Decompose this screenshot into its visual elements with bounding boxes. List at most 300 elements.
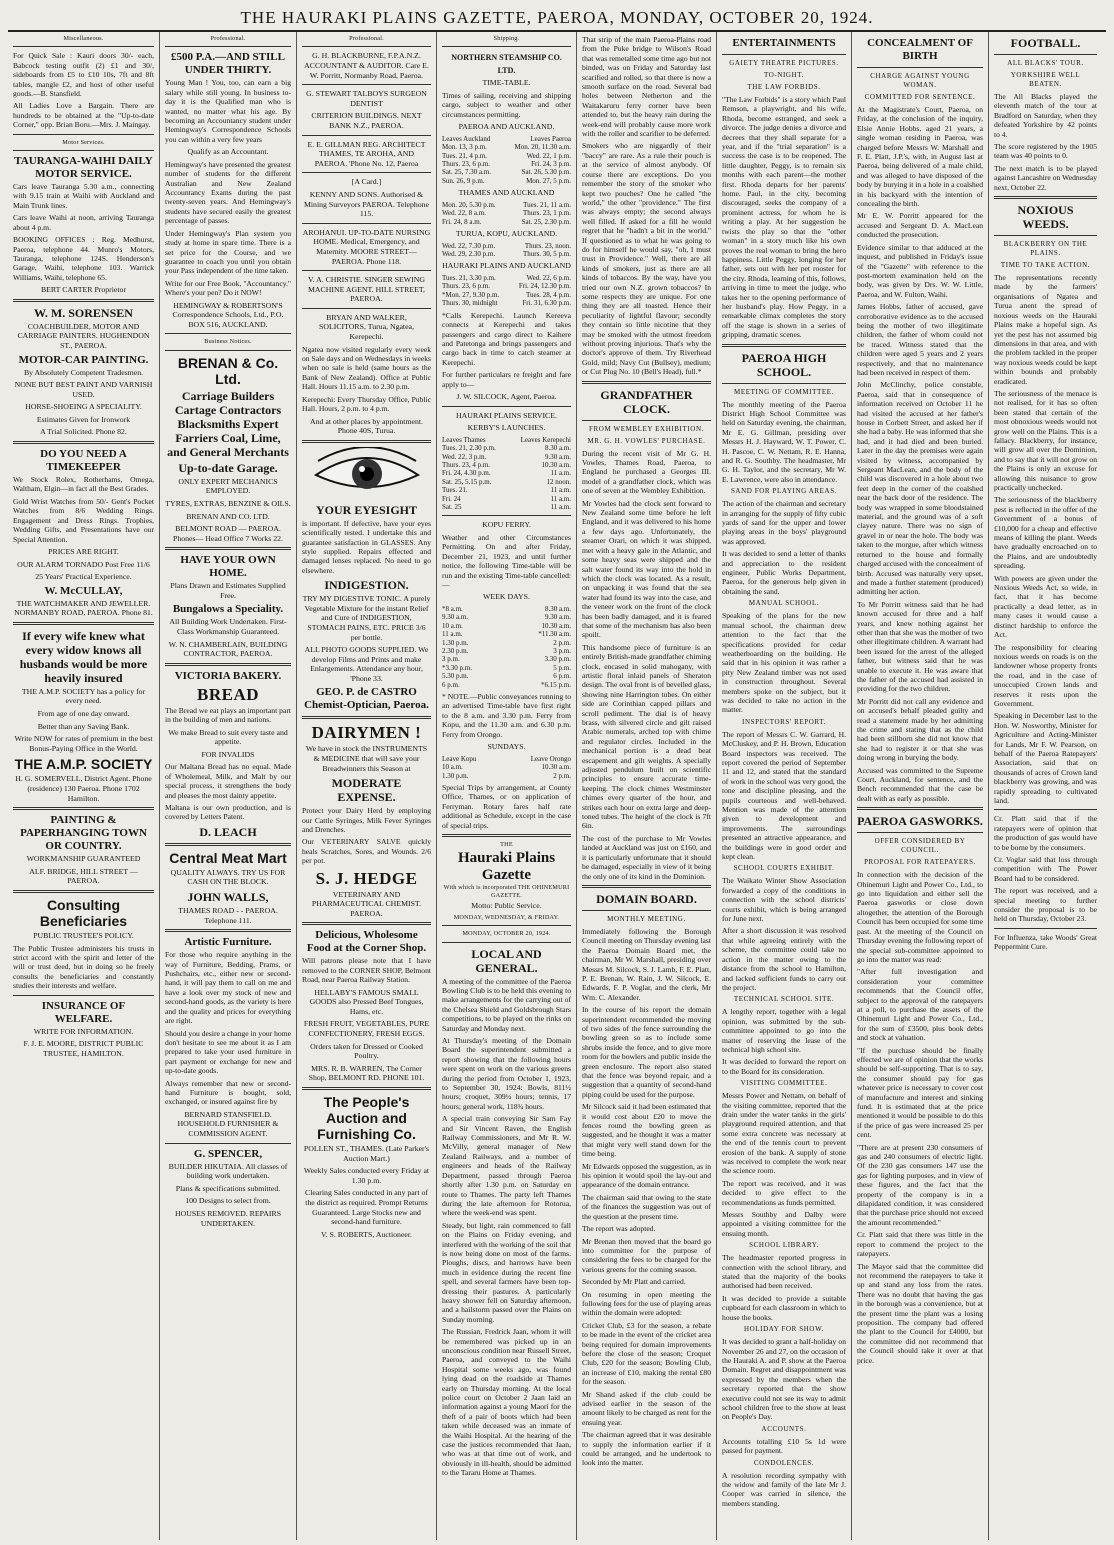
table-cell: 2 p.m. (553, 638, 571, 647)
article-text: The monthly meeting of the Paeroa District High School Committee was held on Saturday evening, the chairman, Mr E. G. Gillman, presiding over Messrs H. J. Hayward, W. T. Power, C. H. Pascoe, C. W. Nettam, R. E. Hanna, and R. G. Southby. The headmaster, Mr G. H. Taylor, and the secretary, Mr W. E. Lawrence, were also in attendance. (722, 399, 846, 484)
table-cell: Thurs. 30, 5 p.m. (522, 250, 571, 259)
article-heading: ENTERTAINMENTS (732, 37, 836, 49)
ad-headline: The People's Auction and Furnishing Co. (317, 1094, 416, 1143)
ad-text: Always remember that new or second-hand Furniture is bought, sold, exchanged, or insured against fire by (165, 1078, 291, 1107)
article-text: The responsibility for clearing noxious weeds on roads is on the landowner whose property fronts the road, and in the case of unoccupied Crown lands and reserves it rests upon the Government. (994, 642, 1097, 708)
table-cell: Fri. 24, 8 a.m. (442, 217, 482, 226)
ad-text: BRYAN AND WALKER, SOLICITORS, Turua, Ngatea, Kerepechi. (319, 312, 414, 342)
table-cell: Sat. 25, 7.30 a.m. (442, 168, 491, 177)
article-text: For further particulars re freight and fare apply to— (442, 370, 571, 389)
subheading: TIME-TABLE. (482, 78, 531, 88)
table-cell: Fri. 24, 3 p.m. (531, 160, 571, 169)
article-text: Mr Silcock said it had been estimated that it would cost about £20 to move the fences round the bowling green as suggested, and he thought it was a matter that might very well stand down for the time being. (582, 1102, 711, 1159)
section-head: Business Notices. (204, 338, 252, 346)
ad-title: £500 P.A.—AND STILL UNDER THIRTY. (171, 51, 285, 77)
ad-name: W. McCULLAY, (44, 584, 123, 597)
article-text: The report was received, and a special meeting to further consider the proposal is to be held on Thursday, October 23. (994, 886, 1097, 924)
article-text: Cricket Club, £3 for the season, a rebate to be made in the event of the cricket area being required for domain improvements before the close of the season; Croquet Club, £20 for the season; Bowling Club, an increase of £10, making the rental £80 for the season. (582, 1320, 711, 1387)
table-row (442, 655, 571, 663)
ad-headline: Central Meat Mart (169, 849, 287, 866)
article-subheading: YORKSHIRE WELL BEATEN. (1010, 71, 1081, 88)
article-text: "If the purchase should be finally effected we are of opinion that the works should be self-supporting. That is to say, the consumer should pay for gas whatever price is necessary to cover cost of manufacture and interest and sinking fund. It is estimated that at the price mentioned it would be possible to do this if the price of gas were increased 25 per cent. (857, 1045, 983, 1140)
ad-text: Hemingway's have presented the greatest number of students for the different Australian and New Zealand Accountancy Exams during the past twenty-seven years. And Hemingway's students have secured easily the greatest percentage of passes. (165, 159, 291, 226)
ad-text: For Influenza, take Woods' Great Peppermint Cure. (994, 932, 1097, 952)
table-cell: Wed. 22, 1 p.m. (526, 151, 571, 160)
ad-text: Cars leave Tauranga 5.30 a.m., connecting with 9.15 train at Waihi with Auckland and Main Trunk lines. (13, 182, 154, 210)
ad-text: ALL PHOTO GOODS SUPPLIED. We develop Films and Prints and make Enlargements. Attendance any hour, 'Phone 33. (304, 645, 429, 683)
table-cell: 2 p.m. (553, 771, 571, 780)
article-text: A resolution recording sympathy with the widow and family of the late Mr J. Cooper was carried in silence, the members standing. (722, 1470, 846, 1508)
table-row (442, 444, 571, 452)
ad-signature: BERT CARTER Proprietor (40, 285, 127, 295)
ad-text: OUR ALARM TORNADO Post Free 11/6 (17, 559, 150, 569)
table-row (442, 453, 571, 461)
subheading: SUNDAYS. (487, 742, 526, 752)
article-text: Accounts totalling £10 5s 1d were passed for payment. (722, 1436, 846, 1456)
ad-headline: YOUR EYESIGHT (315, 502, 418, 517)
table-row (442, 630, 571, 638)
ad-text: HORSE-SHOEING A SPECIALITY. (25, 402, 142, 412)
article-text: Mr Vowles had the clock sent forward to New Zealand some time before he left England, and it was delivered to his home a few days ago. Unfortunately, the steamer Orari, on which it was shipped, met with a heavy gale in the Atlantic, and some heavy seas were shipped and the salt water found its way into the hold in which the clock was located. As a result, on unpacking it was found that the sea water had found its way into the case, and the veneer work on the front of the clock has been badly damaged, and it is feared that some of the mechanism has also been spoilt. (582, 498, 711, 640)
timetable-ferry-sundays (442, 755, 571, 780)
newspaper-flag: Hauraki Plains Gazette (457, 850, 556, 884)
ad-text: The Bread we eat plays an important part in the building of men and nations. (165, 705, 291, 725)
ad-text: Ngatea now visited regularly every week on Sale days and on Wednesdays in weeks when no sale is held (same hours as the Bank of New Zealand). Office at Public Hall. Hours 11.15 a.m. to 2.30 p.m. (302, 344, 431, 392)
article-subheading: OFFER CONSIDERED BY COUNCIL. (874, 837, 966, 855)
article-heading: NORTHERN STEAMSHIP CO. LTD. (451, 53, 562, 76)
table-cell: Sat. 25, 2.30 p.m. (521, 217, 571, 226)
table-cell: *8 a.m. (442, 605, 463, 613)
ad-headline: DAIRYMEN ! (311, 723, 422, 743)
table-cell: Mon. 20, 11.30 a.m. (514, 143, 571, 152)
table-cell: 10.30 a.m. (541, 763, 571, 772)
ad-heading: PAINTING & PAPERHANGING TOWN OR COUNTRY. (20, 814, 147, 853)
ad-name: GEO. P. de CASTRO Chemist-Optician, Paeroa. (304, 686, 429, 712)
table-cell: 5 p.m. (553, 663, 571, 672)
timetable-launches (442, 436, 571, 512)
table-cell: Mon. 27, 5 p.m. (526, 176, 571, 185)
ad-text: FOR INVALIDS (201, 749, 255, 759)
table-row (442, 242, 571, 250)
ad-text: MRS. R. B. WARREN, The Corner Shop, BELMONT RD. PHONE 101. (308, 1063, 425, 1083)
ad-text: Weekly Sales conducted every Friday at 1.30 p.m. (303, 1166, 430, 1185)
table-cell: Fri. 24 (442, 494, 461, 503)
table-cell: Sat. 25, 5.15 p.m. (442, 477, 492, 486)
article-subheading: GAIETY THEATRE PICTURES. (729, 59, 839, 67)
ad-text: PRICES ARE RIGHT. (48, 546, 119, 556)
article-text: "There are at present 230 consumers of gas and 240 consumers of electric light. Of the 230 gas consumers 147 use the gas for lighting purposes, and in view of these figures, and the fact that the property of the company is in a dilapidated condition, it was considered that the purchase price should not exceed the amount recommended." (857, 1142, 983, 1227)
ad-text: THE WATCHMAKER AND JEWELLER. NORMANBY ROAD, PAEROA. Phone 81. (14, 598, 153, 618)
ad-text: Our VETERINARY SALVE quickly heals Scratches, Sores, and Wounds. 2/6 per pot. (302, 837, 431, 866)
table-row (442, 486, 571, 494)
ad-text: Orders taken for Dressed or Cooked Poultry. (310, 1041, 423, 1061)
ad-title: TAURANGA-WAIHI DAILY MOTOR SERVICE. (14, 155, 153, 181)
table-cell: Thurs. 23, noon. (524, 241, 571, 250)
ad-text: For those who require anything in the way of Furniture, Bedding, Prams, or Pushchairs, etc., either new or second-hand, it will pay them to call on me and have a look over my stock of new and second-hand goods, as the variety is here and the quality and prices for everything are right. (165, 950, 291, 1026)
article-subheading: MONTHLY MEETING. (607, 914, 686, 923)
ad-text: Will patrons please note that I have removed to the CORNER SHOP, Belmont Road, near Paeroa Railway Station. (302, 956, 431, 985)
masthead: THE HAURAKI PLAINS GAZETTE, PAEROA, MONDAY, OCTOBER 20, 1924. (8, 6, 1106, 32)
ad-headline: THE A.M.P. SOCIETY (14, 756, 153, 773)
ad-text: Qualify as an Accountant. (187, 147, 269, 157)
article-text: The representations recently made by the farmers' organisations of Ngatea and Turua anent the spread of noxious weeds on the Hauraki Plains make a hopeful sign. As yet the pest has not assumed big dimensions in that area, and with the problem tackled in the proper way noxious weeds could be kept within bounds and probably eradicated. (994, 273, 1097, 386)
article-text: Smokers who are niggardly of their "baccy" are rare. As a rule their pouch is at the service of almost anybody. Of course there are exceptions. Do you remember the story of the smoker who kept two pouches? One he called "the world," the other "providence." The first was always empty; the second always well filled. If asked for a fill he would regret that he "hadn't a bit in the world." If questioned as to what he was going to do for himself he would say, "oh, I must trust in Providence." Well, there are all kinds of smokers, just as there are all kinds of tobaccos. By the way, have you tried our own N.Z. grown tobaccos? In some respects they are unique. For one thing they are all toasted. Hence their peculiarity of lightful flavour; secondly they contain so little nicotine that they may be smoked with the utmost freedom without proving injurious. That's why the doctor's approve of them. Try Riverhead Gold, mild; Navy Cut (Bullsey), medium; or Cut Plug No. 10 (Bell's Head), full.* (582, 141, 711, 377)
ad-text: BOOKING OFFICES : Reg. Medhurst, Paeroa, telephone 44. Munro's Motors, Tauranga, telephone 124S. Henderson's Garage, Waihi, telephone 103. Warrick Williams, Waihi, telephone 65. (13, 235, 154, 282)
ad-name: W. M. SORENSEN (34, 305, 133, 320)
table-header: Leaves Auckland (442, 134, 491, 143)
table-row (442, 613, 571, 621)
article-text: In the course of his report the domain superintendent recommended the moving of two sides of the fence surrounding the bowling green so as to include some shrubs inside the fence, and to give more room for the bowlers and public inside the green enclosure. The report also stated that the fence was beyond repair, and a suggestion that a quantity of second-hand piping could be used for the purpose. (582, 1005, 711, 1099)
article-text: Special Trips by arrangement, at County Office, Thames, or on application of Ferryman. Rotary fares half rate additional as Schedule, except in the case of special trips. (442, 782, 571, 830)
table-cell: 1.30 p.m. (442, 771, 469, 780)
article-text: During the recent visit of Mr G. H. Vowles, Thames Road, Paeroa, to England he purchased a Georges III. model of a grandfather clock, which was one of seven at the Wembley Exhibition. (582, 448, 711, 496)
ad-text: BUILDER HIKUTAIA. All classes of building work undertaken. (168, 1161, 288, 1181)
subheading: PAEROA AND AUCKLAND. (458, 122, 555, 132)
article-subheading: CHARGE AGAINST YOUNG WOMAN. (870, 72, 970, 89)
table-row (442, 250, 571, 258)
article-text: It was decided to grant a half-holiday on November 26 and 27, on the occasion of the Hauraki A. and P. show at the Paeroa Domain. Regret and disappointment was expressed by the members when the secretary reported that the show executive could not see its way to admit school children free to the show at least on People's Day. (722, 1337, 846, 1422)
table-cell: Thurs. 30, midnight (442, 299, 498, 308)
ad-text: G. H. BLACKBURNE, F.P.A.N.Z. ACCOUNTANT & AUDITOR. Care E. W. Porritt, Normanby Road, Paeroa. (304, 51, 429, 80)
article-subheading: SAND FOR PLAYING AREAS. (730, 487, 838, 496)
ad-text: Protect your Dairy Herd by employing our Cattle Syringes, Milk Fever Syringes and Drenches. (302, 806, 431, 835)
table-cell: Wed. 29, 2.30 p.m. (442, 250, 496, 259)
ad-text: J. W. SILCOCK, Agent, Paeroa. (456, 391, 557, 401)
ad-text: VETERINARY AND PHARMACEUTICAL CHEMIST. PAEROA. (311, 889, 422, 918)
ad-headline: BRENAN & Co. Ltd. (177, 354, 279, 387)
article-text: Mr Porritt did not call any evidence and on accused's behalf pleaded guilty and read a statement made by her admitting the crime and stating that as the child had been stillborn she did not know that she had to register it or that she was doing wrong in burying the body. (857, 696, 983, 763)
article-subheading: ALL BLACKS' TOUR. (1007, 59, 1084, 67)
table-row (442, 647, 571, 655)
table-row (442, 772, 571, 780)
timetable-turua-kopu (442, 242, 571, 259)
article-heading: CONCEALMENT OF BIRTH (867, 37, 973, 62)
table-cell: 2.30 p.m. (442, 647, 469, 656)
ad-text: By Absolutely Competent Tradesmen. (23, 367, 144, 377)
ad-text: F. J. E. MOORE, DISTRICT PUBLIC TRUSTEE, HAMILTON. (23, 1039, 144, 1058)
ad-heading: INSURANCE OF WELFARE. (41, 999, 126, 1025)
article-text: It was decided to provide a suitable cupboard for each classroom in which to house the books. (722, 1293, 846, 1322)
table-cell: Wed. 22, 6 p.m. (526, 274, 571, 283)
table-row (442, 177, 571, 185)
article-text: Cr. Voglar said that loss through competition with The Power Board had to be considered. (994, 855, 1097, 883)
ad-text: Write for our Free Book, "Accountancy." Where's your pen? Do it NOW! (165, 278, 291, 298)
table-row (442, 160, 571, 168)
table-cell: Mon. 13, 3 p.m. (442, 143, 487, 152)
article-subheading: TO-NIGHT. (764, 71, 804, 79)
article-subheading: FROM WEMBLEY EXHIBITION. (589, 424, 704, 433)
table-row (442, 291, 571, 299)
article-heading: NOXIOUS WEEDS. (1017, 203, 1074, 232)
timetable-hauraki-auckland (442, 274, 571, 308)
table-row (442, 755, 571, 763)
ad-text: From age of one day onward. (37, 709, 130, 719)
table-cell: Sun. 26, 9 p.m. (442, 176, 485, 185)
article-subheading: PROPOSAL FOR RATEPAYERS. (864, 858, 976, 867)
article-text: The chairman agreed that it was desirable to supply the information earlier if it could be arranged, and he undertook to look into the matter. (582, 1430, 711, 1468)
table-cell: Tues. 21, 11 a.m. (523, 200, 571, 209)
table-cell: 11 a.m. (550, 469, 571, 478)
ad-name: S. J. HEDGE (315, 868, 418, 888)
article-text: The Russian, Fredrick Jaan, whom it will be remembered was picked up in an unconscious condition near Russell Street, Paeroa, and conveyed to the Waihi Hospital some weeks ago, was found lying dead on the roadside at Thames early on Thursday morning. At the local police court on October 2 Jaan laid an information against a young Maori for the theft of a pair of boots which had been taken while deceased was an inmate of the Waihi Hospital. At the hearing of the case the justices recommended that Jaan, who was at that time out of work, and obviously in ill-health, should be admitted to the Tararu Home at Thames. (442, 1327, 571, 1478)
article-heading: PAEROA HIGH SCHOOL. (741, 350, 827, 379)
ad-text: Kerepechi: Every Thursday Office, Public Hall. Hours, 2 p.m. to 4 p.m. (302, 394, 431, 414)
table-cell: Thurs. 23, 6 p.m. (442, 282, 491, 291)
article-subheading: INSPECTORS' REPORT. (742, 717, 826, 726)
article-subheading: MANUAL SCHOOL. (748, 599, 820, 608)
ad-text: Should you desire a change in your home don't hesitate to see me about it as I am prepared to take your used furniture in part payment or exchange for new and up-to-date goods. (165, 1028, 291, 1076)
ad-text: Carriage Builders Cartage Contractors Blacksmiths Expert Farriers Coal, Lime, and General Merchants (167, 388, 289, 459)
table-cell: 6 p.m. (442, 680, 460, 689)
table-row (442, 672, 571, 680)
article-text: Mr Edwards opposed the suggestion, as in his opinion it would spoil the lay-out and appearance of the domain entrance. (582, 1161, 711, 1190)
table-header-row (442, 436, 571, 444)
article-text: Messrs Power and Nettam, on behalf of the visiting committee, reported that the drain under the water tanks in the girls' playground required attention, and that some extra concrete was necessary at the end of the tennis court to prevent erosion of the bank. A supply of stone was received to complete the work near the science room. (722, 1091, 846, 1176)
article-text: The All Blacks played the eleventh match of the tour at Bradford on Saturday, when they defeated Yorkshire by 42 points to 4. (994, 92, 1097, 139)
ad-heading: Artistic Furniture. (184, 936, 272, 949)
table-header: Leaves Kerepechi (520, 435, 571, 444)
ad-text: Under Hemingway's Plan system you study at home in spare time. There is a set price for the Course, and we guarantee to coach you until you obtain your Pass independent of the time taken. (165, 228, 291, 276)
article-subheading: TECHNICAL SCHOOL SITE. (733, 995, 835, 1004)
table-cell: 3.30 p.m. (544, 655, 571, 664)
table-row (442, 503, 571, 511)
table-cell: Wed. 22, 7.30 p.m. (442, 241, 496, 250)
table-cell: 3 p.m. (442, 655, 460, 664)
article-text: At the Magistrate's Court, Paeroa, on Friday, at the conclusion of the inquiry, Elsie Annie Hobbs, aged 21 years, a single woman residing in Paeroa, was charged before Messrs W. Marshall and F. E. Platt, J.P.'s, with, in August last at Paeroa, being delivered of a male child, and was alleged to have disposed of the body by burying it in a hole in a coalshed in his backyard with the intention of concealing the birth. (857, 105, 983, 209)
ad-text: FRESH FRUIT, VEGETABLES, PURE CONFECTIONERY, FRESH EGGS. (303, 1019, 430, 1039)
article-text: *Calls Kerepechi. Launch Kereeva connects at Kerepechi and takes passengers and cargo direct to Kaihere and Patetonga and brings passengers and cargo back in time to catch steamer at Kerepechi. (442, 310, 571, 367)
table-cell: Tues. 21, 3.30 p.m. (442, 274, 496, 283)
column-7 (852, 32, 989, 1540)
article-text: A lengthy report, together with a legal opinion, was submitted by the sub-committee appointed to go into the matter of reserving the lease of the technical high school site. (722, 1007, 846, 1054)
subheading: HAURAKI PLAINS SERVICE. (456, 410, 557, 420)
ad-text: COACHBUILDER, MOTOR AND CARRIAGE PAINTERS. HUGHENDON ST., PAEROA. (17, 321, 150, 350)
table-cell: Tues. 21. (442, 486, 468, 495)
table-row (442, 681, 571, 689)
ad-text: BELMONT ROAD — PAEROA. Phones— Head Office 7 Works 22. (173, 524, 283, 543)
table-cell: Leave Kopu (442, 754, 477, 763)
classified-ad: For Quick Sale : Kauri doors 30/- each, Babcock testing outfit (2) £1 and 30/, sideboards from £5 to £10 10s, 7ft and 8ft tables, mangle £2, and host of other useful goods.—B. Stansfield. (13, 51, 154, 99)
article-text: The seriousness of the blackberry pest is reflected in the offer of the Government of a bonus of £10,000 for a cheap and effective means of killing the plant. Weeds have gradually encroached on to the Plains, and are undoubtedly spreading. (994, 495, 1097, 571)
ad-text: THE A.M.P. SOCIETY has a policy for every need. (21, 686, 146, 706)
article-subheading: BLACKBERRY ON THE PLAINS. (1003, 240, 1088, 258)
article-text: "After full investigation and consideration your committee recommends that the Council offer, subject to the approval of the ratepayers at a poll, to purchase the assets of the Ohinemuri Light and Power Co., Ltd., for the sum of £3500, plus book debts and stock at valuation. (857, 967, 983, 1043)
article-heading: DOMAIN BOARD. (596, 891, 697, 906)
article-text: The report of Messrs C. W. Garrard, H. McCluskey, and P. H. Brown, Education Board inspectors was received. The report covered the period of September 11 and 12, and stated that the standard of work in the school was very good, the tone and discipline pleasing, and the pupils courteous and well-behaved. Mention was made of the attention given to development and improvements. The surroundings presented an attractive appearance, and the buildings were in good order and kept clean. (722, 729, 846, 862)
ad-text: WRITE FOR INFORMATION. (33, 1026, 134, 1036)
table-row (442, 218, 571, 226)
ad-text: H. G. SOMERVELL, District Agent. Phone (residence) 130 Paeroa. Phone 1702 Hamilton. (15, 774, 152, 803)
ad-heading: HAVE YOUR OWN HOME. (180, 554, 276, 580)
article-heading: PAEROA GASWORKS. (857, 814, 983, 829)
article-subheading: COMMITTED FOR SENTENCE. (864, 93, 976, 101)
ad-name: JOHN WALLS, (187, 890, 269, 905)
article-text: A special train conveying Sir Sam Fay and Sir Vincent Raven, the English Railway Commissioners, and Mr R. W. McVilly, general manager of New Zealand Railways, and a number of engineers and heads of the Railway Department, passed through Paeroa shortly after 1.30 p.m. on Saturday en route to Thames. The party left Thames during the late afternoon for Rotorua, where the week-end was spent. (442, 1114, 571, 1218)
column-5 (577, 32, 717, 1540)
ad-text: HOUSES REMOVED. REPAIRS UNDERTAKEN. (174, 1208, 282, 1228)
subheading: WEEK DAYS. (483, 592, 530, 602)
article-text: At Thursday's meeting of the Domain Board the superintendent submitted a report showing that the following hours were spent on work on the various greens during the period from October 1, 1923, to September 30, 1924: Bowls, 811½ hours; croquet, 309½ hours; tennis, 17 hours; general work, 118¾ hours. (442, 1036, 571, 1111)
ad-text: 25 Years' Practical Experience. (35, 572, 132, 582)
table-row (442, 274, 571, 282)
table-cell: 10.30 a.m. (541, 460, 571, 469)
table-cell: 9.30 a.m. (544, 613, 571, 622)
section-head: Professional. (349, 35, 384, 42)
article-heading: LOCAL AND GENERAL. (471, 946, 542, 975)
ad-text: CRITERION BUILDINGS. NEXT BANK N.Z., PAEROA. (311, 111, 422, 130)
article-text: * NOTE.—Public conveyances running to an advertised Time-table have first right to the 8 a.m. and 3.30 p.m. Ferry from Kopu, and the 11.30 a.m. and 6.30 p.m. Ferry from Orongo. (442, 692, 571, 739)
table-row (442, 282, 571, 290)
table-row (442, 168, 571, 176)
article-text: After a short discussion it was resolved that while agreeing entirely with the scheme, the committee could take no action in the matter owing to the distance from the school to Hamilton, and lacked sufficient funds to carry out the project. (722, 926, 846, 992)
article-text: Times of sailing, receiving and shipping cargo, subject to weather and other circumstances permitting. (442, 91, 571, 119)
table-cell: *6.15 p.m. (541, 680, 571, 689)
article-heading: FOOTBALL. (1010, 36, 1081, 50)
ad-name: D. LEACH (199, 824, 257, 839)
table-cell: 10 a.m. (442, 763, 463, 772)
ad-text: Estimates Given for Ironwork (36, 414, 131, 424)
article-text: Seconded by Mr Platt and carried. (582, 1277, 686, 1287)
article-text: Mr Shand asked if the club could be advised earlier in the season of the amount likely to be charged as rent for the ensuing year. (582, 1389, 711, 1427)
table-row (442, 461, 571, 469)
ad-text: Maltana is our own production, and is covered by Letters Patent. (165, 803, 291, 822)
ad-text: And at other places by appointment. Phone 40S, Turua. (309, 416, 424, 436)
ad-text: HELLABY'S FAMOUS SMALL GOODS also Pressed Beef Tongues, Hams, etc. (309, 987, 424, 1016)
article-subheading: SCHOOL COURTS EXHIBIT. (733, 864, 835, 873)
table-cell: 5.30 p.m. (442, 672, 469, 681)
ad-text: POLLEN ST., THAMES. (Late Parker's Auction Mart.) (303, 1144, 430, 1163)
table-row (442, 299, 571, 307)
ad-heading: Bungalows a Speciality. (172, 603, 284, 616)
column-6 (717, 32, 852, 1540)
table-row (442, 209, 571, 217)
timetable-ferry-weekdays (442, 605, 571, 689)
article-text: Immediately following the Borough Council meeting on Thursday evening last the Paeroa Domain Board met, the chairman, Mr W. Marshall, presiding over Messrs M. Silcock, S. J. Lamb, F. E. Platt, P. E. Brenan, W. Rain, J. W. Silcock, E. Edwards, F. P. Voglar, and the clerk, Mr Wm. C. Alexander. (582, 926, 711, 1002)
table-cell: Sat. 25 (442, 502, 462, 511)
article-text: The Waikato Winter Show Association forwarded a copy of the conditions in connection with the school districts' courts exhibit, which is being arranged for June next. (722, 876, 846, 924)
table-row (442, 664, 571, 672)
article-text: The Mayor said that the committee did not recommend the ratepayers to take it up and stand any loss from the rates. There was no doubt that having the gas in the borough was a convenience, but at the present time the plant was a losing proposition. The company had offered the plant to the Council for £4000, but the committee did not recommend that the Council should take it over at that price. (857, 1261, 983, 1365)
article-text: Steady, but light, rain commenced to fall on the Plains on Friday evening, and interfered with the working of the soil that is now being done on most of the farms. Ploughs, discs, and harrows have been much in evidence during the recent fine spell, and several farmers have been top-dressing their pastures. A particularly heavy shower fell on Saturday afternoon, and a hailstorm passed over the Plains on Sunday morning. (442, 1220, 571, 1324)
article-subheading: TIME TO TAKE ACTION. (1000, 261, 1091, 270)
ad-text: We have in stock the INSTRUMENTS & MEDICINE that will save your Breadwinners this Season at (305, 744, 428, 773)
table-cell: *Mon. 27, 9.30 p.m. (442, 290, 500, 299)
subheading: KOPU FERRY. (482, 520, 531, 530)
table-cell: 3 p.m. (553, 647, 571, 656)
ad-text: We Stock Rolex, Rotherhams, Omega, Waltham, Elgin—in fact all the Best Grades. (13, 475, 154, 494)
article-text: Speaking in December last to the Hon. W. Nosworthy, Minister for Agriculture and Acting-Minister for Lands, Mr F. W. Pearson, on behalf of the Paeroa Ratepayers' Association, said that on thousands of acres of Crown land blackberry was growing, and was rapidly spreading to cultivated land. (994, 711, 1097, 805)
article-subheading: THE LAW FORBIDS. (747, 83, 821, 91)
article-text: John McClinchy, police constable, Paeroa, said that in consequence of information received on October 11 he had visited the accused at her father's house in Corbett Street, and asked her if she had a baby. He was informed that she had, and it had died and been buried. Later in the day the premises were again visited by witness, accompanied by Sergeant MacLean, and the body of the child was discovered in a hole about two feet deep in the corner of the coalshed near the back door of the residence. The body was wrapped in some bloodstained material, and the ground was of a soft clayey nature. There was no sign of gravel in or near the hole. The body was taken to the morgue, after which witness returned to the house and formally charged accused with the concealment of birth. Accused was naturally very upset, and made a further statement (produced) admitting her action. (857, 380, 983, 597)
table-row (442, 622, 571, 630)
table-cell: *3.30 p.m. (442, 663, 472, 672)
ad-heading: Delicious, Wholesome Food at the Corner Shop. (306, 929, 427, 955)
table-header: Leaves Paeroa (530, 134, 571, 143)
article-text: "The Law Forbids" is a story which Paul Remson, a playwright, and his wife, Rhoda, become estranged, and seek a divorce. The judge denies a divorce and decrees that they shall separate for a year, and if the "trial separation" is a success the case is to be reopened. The little daughter, Peggy, is to remain six months with each parent—the mother first. Rhoda departs for her parents' home. Paul, in the city, becoming discouraged, seeks the company of a prominent actress, for whom he is writing a play. At her suggestion he twists the play so that the "other woman" in a story much like his own proves the real woman to bring the hero happiness. Little Peggy, longing for her father, sets out with her pet rooster for the city. Rhoda, learning of this, follows, arriving in time to meet the judge, who takes her to the opening performance of her husband's play. How Peggy, in a remarkable climax completes the story off the stage is shown in a series of gripping, dramatic scenes. (722, 95, 846, 340)
article-heading: GRANDFATHER CLOCK. (600, 387, 693, 416)
article-text: The chairman said that owing to the state of the finances the suggestion was out of the question at the present time. (582, 1192, 711, 1221)
table-cell: 11 a.m. (442, 630, 463, 639)
subheading: HAURAKI PLAINS AND AUCKLAND (442, 261, 571, 271)
article-text: Messrs Southby and Dalby were appointed a visiting committee for the ensuing month. (722, 1210, 846, 1238)
article-subheading: HOLIDAY FOR SHOW. (743, 1325, 824, 1334)
table-row (442, 495, 571, 503)
article-text: This handsome piece of furniture is an entirely British-made grandfather chiming clock, encased in solid mahogany, with artistic floral inlaid panels of Sheraton design. The oval front is of bevelled glass, showing nine Harrington tubes. On either side are Corinthian capped pillars and scroll pediment. The dial is of heavy brass, with silvered circle and gilt raised Arabic numerals, arched top with chime and regulator circles. Included in the mechanical portion is a dead beat escapement and gilt weights. A specially adjusted pendulum built on scientific principles to ensure accurate time-keeping. The clock chimes Westminster chimes every quarter of the hour, and strikes each hour on extra large and deep-toned tubes. The height of the clock is 7ft 6in. (582, 642, 711, 831)
flag-the: THE (500, 840, 513, 848)
article-text: The headmaster reported progress in connection with the school library, and stated that the majority of the books authorised had been received. (722, 1253, 846, 1291)
ad-text: HEMINGWAY & ROBERTSON'S Correspondence Schools, Ltd., P.O. BOX 516, AUCKLAND. (172, 300, 284, 329)
subheading: KERBY'S LAUNCHES. (467, 423, 546, 433)
dateline: MONDAY, OCTOBER 20, 1924. (462, 930, 551, 938)
table-cell: Tues. 28, 4 p.m. (525, 290, 571, 299)
article-text: The seriousness of the menace is not realised, for it has so often been stated that certain of the most obnoxious weeds would not grow well on the Plains. This is a fallacy. Blackberry, for instance, will grow all over the Dominion, and to say that it will not grow on the Plains is only an excuse for allowing this nuisance to grow practically unchecked. (994, 388, 1097, 492)
ad-heading: MOTOR-CAR PAINTING. (18, 353, 149, 366)
table-row (442, 152, 571, 160)
table-cell: Wed. 22, 8 a.m. (442, 209, 486, 218)
column-3 (297, 32, 437, 1540)
table-cell: 10.30 a.m. (541, 621, 571, 630)
article-text: It was decided to forward the report on to the Board for its consideration. (722, 1057, 846, 1076)
ad-headline: Up-to-date Garage. (178, 460, 278, 475)
article-text: The next match is to be played against Lancashire on Wednesday next, October 22. (994, 163, 1097, 192)
section-head: Motor Services. (62, 138, 105, 146)
ad-text: BRENAN AND CO. LTD. (186, 511, 270, 521)
ad-text: Our Maltana Bread has no equal. Made of Wholemeal, Milk, and Malt by our special process, it strengthens the body and pleases the most dainty appetite. (165, 762, 291, 800)
ad-headline: Consulting Beneficiaries (39, 897, 128, 929)
article-text: Cr. Platt said that if the ratepayers were of opinion that the production of gas would have to be borne by the consumers. (994, 814, 1097, 852)
timetable-thames-auckland (442, 201, 571, 226)
ad-heading: DO YOU NEED A TIMEKEEPER (40, 448, 127, 474)
table-header: Leaves Thames (442, 435, 486, 444)
table-cell: 11 a.m. (550, 486, 571, 495)
ad-text: BERNARD STANSFIELD. HOUSEHOLD FURNISHER & COMMISSION AGENT. (177, 1109, 279, 1138)
table-cell: Mon. 20, 5.30 p.m. (442, 200, 496, 209)
table-cell: Thurs. 23, 4 p.m. (442, 460, 491, 469)
ad-text: Plans & specifications submitted. (175, 1183, 281, 1193)
article-text: The action of the chairman and secretary in arranging for the supply of fifty cubic yards of sand for the upper and lower playing areas in the boys' playground was approved. (722, 499, 846, 546)
table-cell: 8.30 a.m. (544, 605, 571, 613)
section-head: Shipping. (493, 35, 520, 42)
article-text: Mr E. W. Porritt appeared for the accused and Sergeant D. A. MacLean conducted the prosecution. (857, 211, 983, 240)
table-cell: 9.30 a.m. (442, 613, 469, 622)
table-row (442, 639, 571, 647)
table-cell: 11 a.m. (550, 502, 571, 511)
column-8 (989, 32, 1102, 1540)
article-text: The cost of the purchase to Mr Vowles landed at Auckland was just on £160, and it is particularly unfortunate that it should be damaged, especially in view of it being the only one of its kind in the Dominion. (582, 833, 711, 881)
subheading: TURUA, KOPU, AUCKLAND. (455, 229, 558, 239)
table-row (442, 469, 571, 477)
ad-text: V. S. ROBERTS, Auctioneer. (320, 1229, 412, 1239)
article-text: Mr Brenan then moved that the board go into committee for the purpose of considering the fees to be charged for the various greens for the coming season. (582, 1236, 711, 1274)
ad-text: AROHANUI. UP-TO-DATE NURSING HOME. Medical, Emergency, and Maternity. MOORE STREET—PAEROA. Phone 118. (302, 227, 431, 266)
table-cell: 9.30 a.m. (544, 452, 571, 461)
table-cell: Leave Orongo (530, 754, 571, 763)
section-head: Professional. (210, 35, 246, 42)
article-text: James Hobbs, father of accused, gave corroborative evidence as to the accused being the mother of two illegitimate children, the father of whom could not be traced. Witness stated that the children were aged 5 years and 2 years respectively, and that no maintenance had been received in respect of them. (857, 302, 983, 377)
ad-text: WORKMANSHIP GUARANTEED (26, 854, 141, 864)
article-text: Accused was committed to the Supreme Court, Auckland, for sentence, and the Bench recommended that the case be dealt with as early as possible. (857, 765, 983, 803)
article-text: It was decided to send a letter of thanks and appreciation to the resident engineer, Public Works Department, Paeroa, for the generous help given in obtaining the sand. (722, 549, 846, 596)
ad-heading: VICTORIA BAKERY. (174, 669, 282, 682)
table-row (442, 763, 571, 771)
ad-text: NONE BUT BEST PAINT AND VARNISH USED. (14, 380, 153, 399)
article-text: Evidence similar to that adduced at the inquest, and published in Friday's issue of the "Gazette" with reference to the post-mortem examination held on the body, was given by Drs. W. W. Little, Paeroa, and W. Fulton, Waihi. (857, 242, 983, 299)
ad-text: is important. If defective, have your eyes scientifically tested. I undertake this and guarantee satisfaction in GLASSES. Any style supplied. Repairs effected and damaged lenses replaced. No need to go elsewhere. (302, 518, 431, 575)
section-head: Miscellaneous. (63, 35, 104, 42)
article-text: In connection with the decision of the Ohinemuri Light and Power Co., Ltd., to go into liquidation and either sell the Paeroa gasworks or close down altogether, the attention of the Borough Council has been occupied for some time past. At the meeting of the Council on Thursday evening the following report of the special sub-committee appointed to go into the matter was read: (857, 870, 983, 964)
column-4 (437, 32, 577, 1540)
table-cell: Fri. 24, 4.30 p.m. (442, 469, 491, 478)
